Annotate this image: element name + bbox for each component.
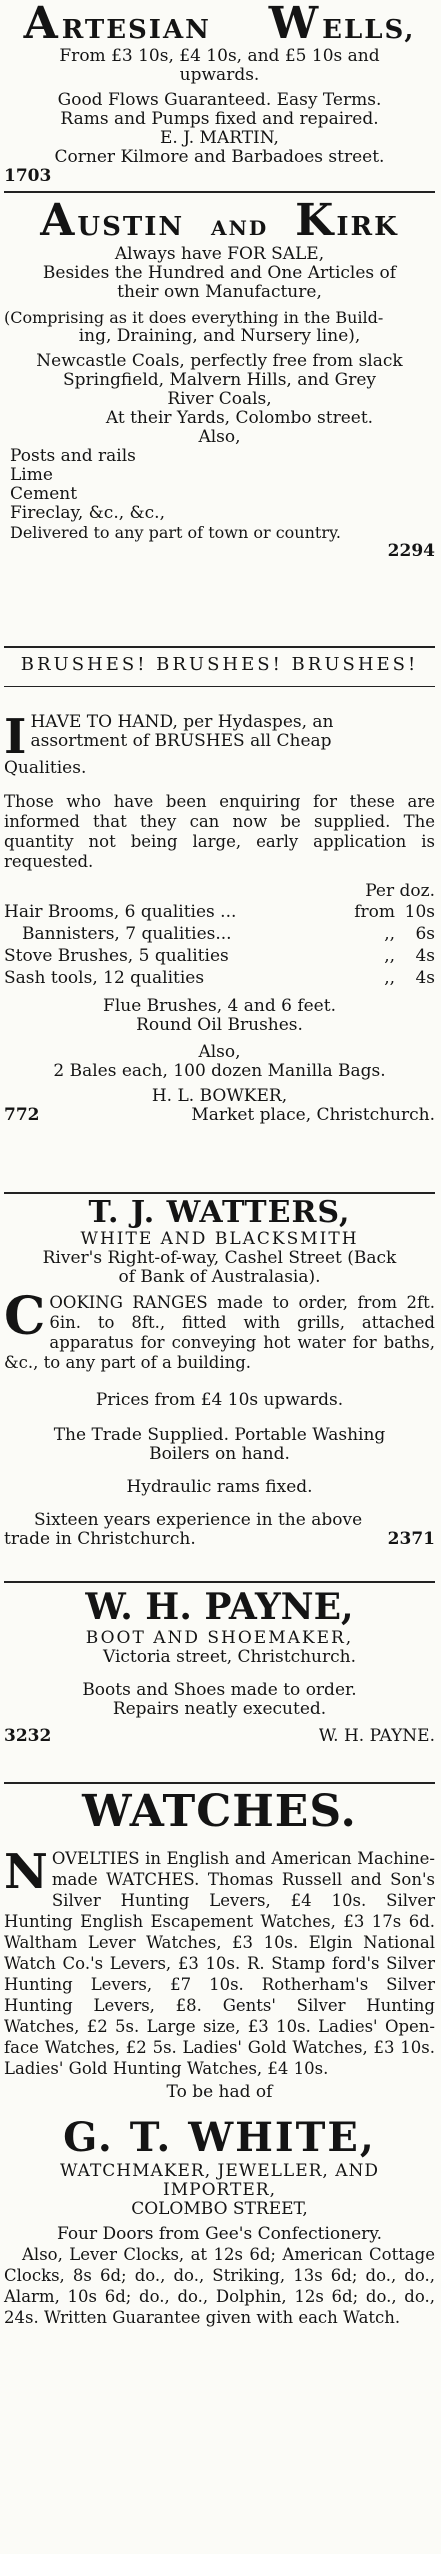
ad-line: Hydraulic rams fixed.	[126, 1478, 313, 1497]
title-initial: A	[40, 195, 78, 246]
title-word: ELLS,	[322, 15, 416, 45]
ad-paragraph	[4, 1844, 435, 2079]
divider	[4, 686, 435, 687]
price-name: Stove Brushes, 5 qualities	[4, 946, 229, 966]
ad-line: To be had of	[166, 2083, 273, 2102]
ad-line: River's Right-of-way, Cashel Street (Back	[42, 1249, 397, 1268]
ad-title: WATCHES.	[82, 1786, 357, 1837]
ad-line: Boilers on hand.	[149, 1445, 290, 1464]
ad-list-item: Cement	[10, 485, 78, 504]
price-price: 6s	[415, 924, 435, 944]
ad-austin-and-kirk	[4, 195, 435, 644]
ad-line: Boots and Shoes made to order.	[82, 1681, 357, 1700]
ad-line: At their Yards, Colombo street.	[105, 409, 374, 428]
ad-title: BRUSHES! BRUSHES! BRUSHES!	[20, 654, 419, 675]
ad-footer	[4, 1727, 435, 1746]
ad-watches	[4, 1786, 435, 2546]
ad-line: Always have FOR SALE,	[114, 245, 325, 264]
ad-line: Four Doors from Gee's Confectionery.	[56, 2225, 383, 2244]
ad-signer: W. H. PAYNE.	[318, 1727, 435, 1746]
ad-subtitle: BOOT AND SHOEMAKER,	[85, 1629, 354, 1648]
ad-line: Rams and Pumps fixed and repaired.	[60, 110, 379, 129]
ad-line: Victoria street, Christchurch.	[102, 1648, 357, 1667]
divider	[4, 1581, 435, 1583]
price-name: Bannisters, 7 qualities...	[22, 924, 232, 944]
ad-line: upwards.	[179, 66, 260, 85]
ad-line: From £3 10s, £4 10s, and £5 10s and	[59, 47, 380, 66]
ad-title	[4, 0, 435, 49]
ad-line: Repairs neatly executed.	[112, 1700, 327, 1719]
price-pre: ,,	[384, 968, 395, 988]
price-price: 4s	[415, 946, 435, 966]
ad-line: HAVE TO HAND, per Hydaspes, an	[30, 713, 334, 732]
paragraph-text: OVELTIES in English and American Machine-made WATCHES. Thomas Russell and Son's Silver Hunting Levers, £4 10s. Silver Hunting English Escapement Watches, £3 17s 6d. Waltham Lever Watches, £3 10s. Elgin National Watch Co.'s Levers, £3 10s. R. Stamp ford's Silver Hunting Levers, £7 10s. Rotherham's Silver Hunting Levers, £8. Gents' Silver Hunting Watches, £2 5s. Large size, £3 10s. Ladies' Open-face Watches, £2 5s. Ladies' Gold Watches, £3 10s. Ladies' Gold Hunting Watches, £4 10s.	[4, 1849, 435, 2078]
paragraph-text: OOKING RANGES made to order, from 2ft. 6in. to 8ft., fitted with grills, attached apparatus for conveying hot water for baths, &c., to any part of a building.	[4, 1293, 435, 1372]
ad-line: (Comprising as it does everything in the Build-	[4, 308, 384, 327]
price-row	[4, 967, 435, 989]
title-initial: A	[23, 0, 62, 49]
ad-line: Also,	[198, 1043, 241, 1062]
ad-footer	[4, 1530, 435, 1549]
ad-subtitle: IMPORTER,	[163, 2181, 276, 2200]
price-row	[4, 945, 435, 967]
price-header: Per doz.	[365, 882, 435, 901]
ad-line: trade in Christchurch.	[4, 1530, 196, 1549]
ad-subtitle: WATCHMAKER, JEWELLER, AND	[59, 2162, 380, 2181]
ad-line: Qualities.	[4, 759, 87, 778]
ad-line: Good Flows Guaranteed. Easy Terms.	[57, 91, 382, 110]
ad-address: Market place, Christchurch.	[191, 1106, 435, 1125]
price-name: Hair Brooms, 6 qualities ...	[4, 902, 237, 922]
title-initial: W	[268, 0, 323, 49]
ad-line: Also,	[198, 428, 241, 447]
ad-title: T. J. WATTERS,	[88, 1195, 351, 1230]
title-word: AND	[211, 216, 269, 240]
ad-address: COLOMBO STREET,	[131, 2200, 308, 2219]
drop-cap: I	[4, 709, 27, 765]
title-word: USTIN	[77, 212, 185, 242]
price-row	[4, 901, 435, 923]
title-word: IRK	[336, 212, 399, 242]
price-row	[4, 923, 435, 945]
divider	[4, 191, 435, 193]
ad-line: assortment of BRUSHES all Cheap	[30, 732, 332, 751]
ad-line: Corner Kilmore and Barbadoes street.	[54, 148, 385, 167]
divider	[4, 1782, 435, 1784]
ad-line: Flue Brushes, 4 and 6 feet.	[103, 997, 336, 1016]
title-initial: K	[295, 195, 337, 246]
price-name: Sash tools, 12 qualities	[4, 968, 205, 988]
ad-paragraph: Also, Lever Clocks, at 12s 6d; American Cottage Clocks, 8s 6d; do., do., Striking, 13s 6d; do., do., Alarm, 10s 6d; do., do., Dolphin, 12s 6d; do., do., 24s. Written Guarantee given with each Watch.	[4, 2245, 435, 2327]
ad-line: Round Oil Brushes.	[136, 1016, 303, 1035]
ad-line: Prices from £4 10s upwards.	[95, 1391, 344, 1410]
ad-list-item: Posts and rails	[10, 447, 136, 466]
drop-cap: N	[4, 1844, 48, 1900]
drop-cap: C	[4, 1286, 46, 1347]
price-price: 10s	[404, 902, 435, 922]
ad-title: W. H. PAYNE,	[85, 1586, 354, 1628]
ad-list-item: Lime	[10, 466, 53, 485]
ad-line: 2 Bales each, 100 dozen Manilla Bags.	[53, 1062, 386, 1081]
ad-subtitle: WHITE AND BLACKSMITH	[80, 1230, 359, 1249]
ad-watters	[4, 1196, 435, 1579]
ad-line: Delivered to any part of town or country.	[10, 523, 341, 542]
price-pre: ,,	[384, 946, 395, 966]
ad-ref-number: 772	[4, 1106, 40, 1125]
ad-ref-number: 2294	[387, 542, 435, 561]
ad-footer	[4, 1106, 435, 1125]
divider	[4, 646, 435, 648]
ad-brushes	[4, 650, 435, 1190]
ad-line: Newcastle Coals, perfectly free from slack	[36, 352, 403, 371]
ad-payne	[4, 1585, 435, 1780]
ad-signer: H. L. BOWKER,	[151, 1087, 288, 1106]
ad-line: ing, Draining, and Nursery line),	[78, 327, 361, 346]
ad-line: River Coals,	[167, 390, 272, 409]
ad-merchant-name: G. T. WHITE,	[63, 2114, 376, 2161]
ad-line: E. J. MARTIN,	[160, 129, 279, 148]
ad-ref-number: 1703	[4, 167, 52, 186]
ad-intro	[4, 709, 435, 778]
ad-line: their own Manufacture,	[117, 283, 322, 302]
ad-title	[4, 195, 435, 246]
ad-ref-number: 2371	[387, 1530, 435, 1549]
price-price: 4s	[415, 968, 435, 988]
ad-paragraph: Those who have been enquiring for these are informed that they can now be supplied. The quantity not being large, early application is requested.	[4, 792, 435, 871]
ad-line: Springfield, Malvern Hills, and Grey	[63, 371, 376, 390]
ad-line: Sixteen years experience in the above	[34, 1511, 363, 1530]
ad-ref-number: 3232	[4, 1727, 52, 1746]
price-list	[4, 901, 435, 989]
ad-paragraph	[4, 1286, 435, 1373]
ad-artesian-wells	[4, 0, 435, 189]
price-pre: from	[354, 902, 395, 922]
ad-line: of Bank of Australasia).	[118, 1268, 321, 1287]
ad-list-item: Fireclay, &c., &c.,	[10, 504, 165, 523]
ad-line: The Trade Supplied. Portable Washing	[53, 1426, 386, 1445]
title-word: RTESIAN	[61, 15, 211, 45]
ad-line: Besides the Hundred and One Articles of	[42, 264, 397, 283]
divider	[4, 1192, 435, 1194]
price-pre: ,,	[384, 924, 395, 944]
